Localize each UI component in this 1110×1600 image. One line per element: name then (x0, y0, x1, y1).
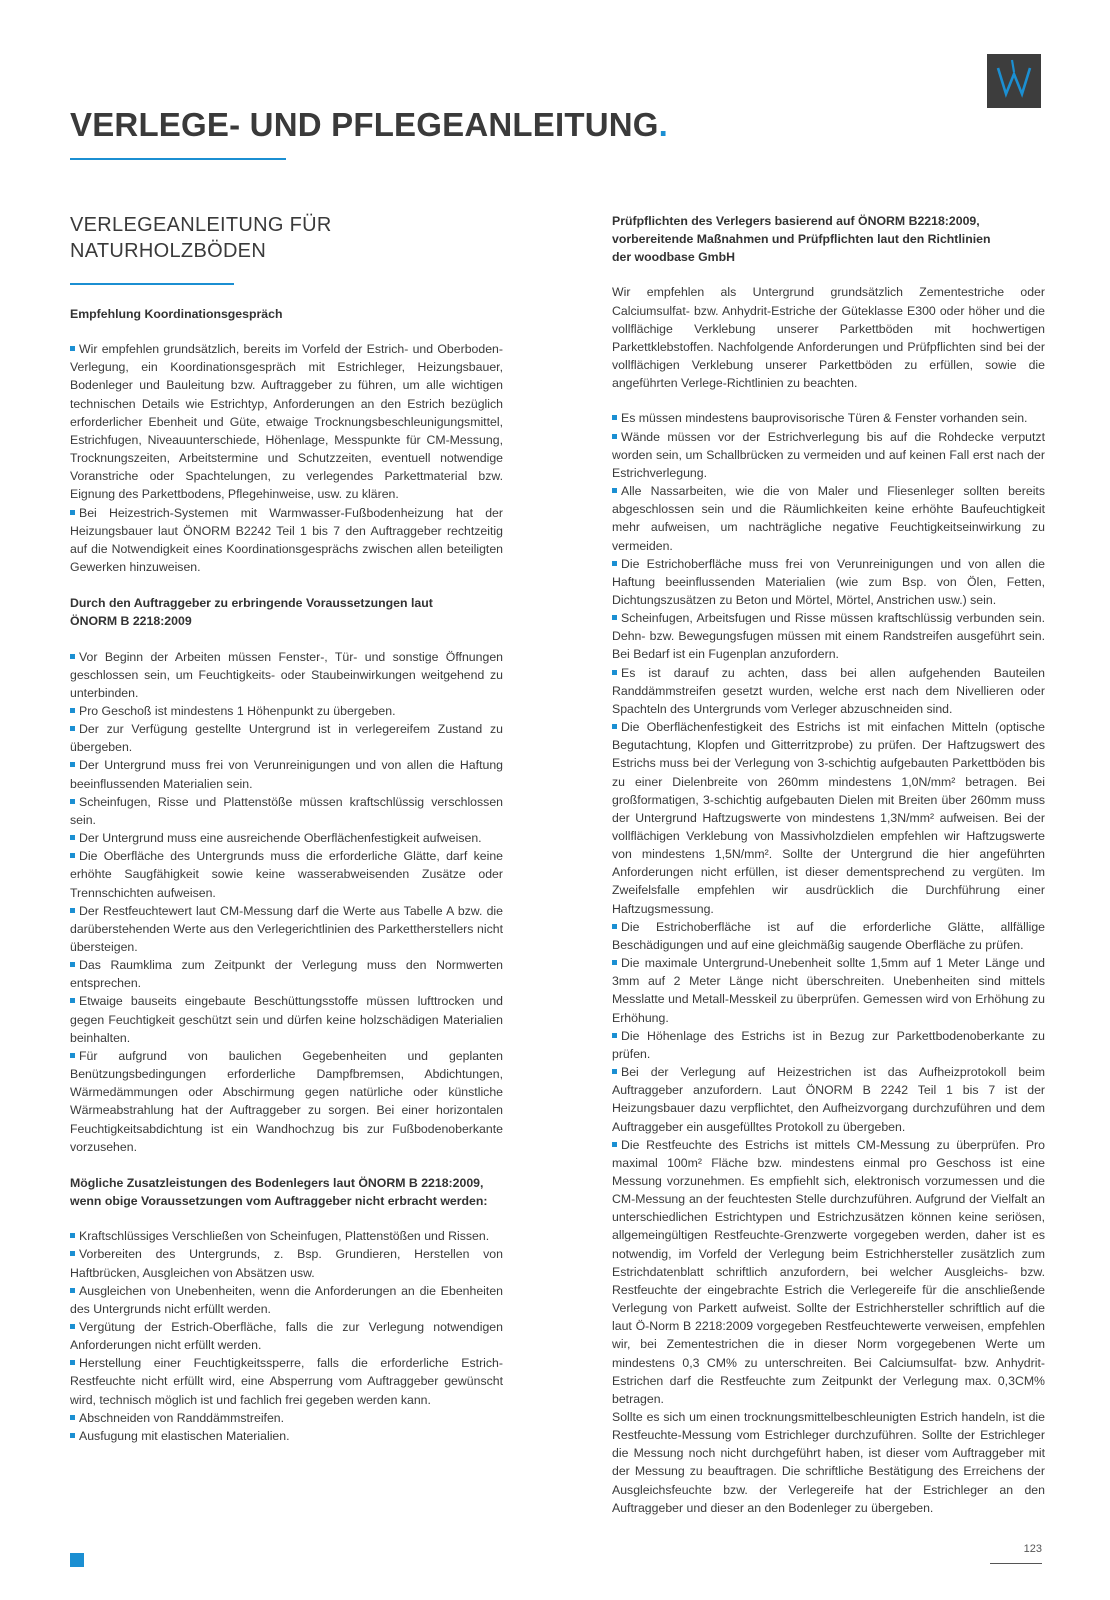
heading-voraussetzungen (70, 594, 503, 630)
list-item: Die Estrichoberfläche muss frei von Verunreinigungen und von allen die Haftung beeinflussenden Materialien (wie zum Bsp. von Ölen, Fetten, Dichtungszusätzen zu Beton und Mörtel, Mörtel, Anstrichen usw.) sein. (612, 555, 1045, 609)
list-item: Die maximale Untergrund-Unebenheit sollte 1,5mm auf 1 Meter Länge und 3mm auf 2 Meter Länge nicht überschreiten. Unebenheiten sind mittels Messlatte und Metall-Messkeil zu überprüfen. Gemessen wird von Erhöhung zu Erhöhung. (612, 954, 1045, 1027)
left-column (70, 212, 503, 1445)
list-item: Die Restfeuchte des Estrichs ist mittels CM-Messung zu überprüfen. Pro maximal 100m² Fläche bzw. mindestens einmal pro Geschoss ist eine Messung vorzunehmen. Es empfiehlt sich, elektronisch vorzumessen und die CM-Messung an der feuchtesten Stelle durchzuführen. Aufgrund der Vielfalt an unterschiedlichen Estrichtypen und Estrichzusätzen können keine seriösen, allgemeingültigen Restfeuchte-Grenzwerte vorgegeben werden, daher ist es notwendig, im Vorfeld der Verlegung beim Estrichhersteller zusätzlich zum Estrichdatenblatt schriftlich anzufordern, bei welcher Ausgleichs- bzw. Restfeuchte der eingebrachte Estrich die Verlegereife für die anschließende Verlegung von Parkett aufweist. Sollte der Estrichhersteller schriftlich auf die laut Ö-Norm B 2218:2009 vorgegeben Restfeuchtewerte verweisen, empfehlen wir, bei Zementestrichen die in dieser Norm vorgegebenen Werte um mindestens 0,3 CM% zu unterschreiten. Bei Calciumsulfat- bzw. Anhydrit-Estrichen darf die Restfeuchte zum Zeitpunkt der Verlegung max. 0,3CM% betragen. (612, 1136, 1045, 1408)
page-number-rule (990, 1563, 1042, 1564)
brand-logo (987, 54, 1041, 108)
page-number: 123 (1023, 1543, 1042, 1555)
list-item: Für aufgrund von baulichen Gegebenheiten und geplanten Benützungsbedingungen erforderliche Dampfbremsen, Abdichtungen, Wärmedämmungen oder Abschirmung gegen natürliche oder künstliche Wärmeabstrahlung hat der Auftraggeber zu sorgen. Bei einer horizontalen Feuchtigkeitsabdichtung ist ein Wandhochzug bis zur Fußbodenoberkante vorzusehen. (70, 1047, 503, 1156)
list-item: Pro Geschoß ist mindestens 1 Höhenpunkt zu übergeben. (70, 702, 503, 720)
list-item: Es müssen mindestens bauprovisorische Türen & Fenster vorhanden sein. (612, 409, 1045, 427)
list-item: Vergütung der Estrich-Oberfläche, falls die zur Verlegung notwendigen Anforderungen nicht erfüllt werden. (70, 1318, 503, 1354)
list-item: Wir empfehlen grundsätzlich, bereits im Vorfeld der Estrich- und Oberboden-Verlegung, ein Koordinationsgespräch mit Estrichleger, Heizungsbauer, Bodenleger und Bauleitung bzw. Auftraggeber zu führen, um alle wichtigen technischen Details wie Estrichtyp, Anforderungen an den Estrich bezüglich erforderlicher Ebenheit und Güte, etwaige Trocknungsbeschleunigungsmittel, Estrichfugen, Niveauunterschiede, Höhenlage, Messpunkte für CM-Messung, Trocknungszeiten, Arbeitstermine und Schutzzeiten, eventuell notwendige Voranstriche oder Spachtelungen, zu verlegendes Parkettmaterial bzw. Eignung des Parkettbodens, Pflegehinweise, usw. zu klären. (70, 340, 503, 503)
list-item: Es ist darauf zu achten, dass bei allen aufgehenden Bauteilen Randdämmstreifen gesetzt wurden, welche erst nach dem Nivellieren oder Spachteln des Untergrunds vom Verleger abzuschneiden sind. (612, 664, 1045, 718)
list-item: Der Untergrund muss eine ausreichende Oberflächenfestigkeit aufweisen. (70, 829, 503, 847)
section-title-line-1: VERLEGEANLEITUNG FÜR (70, 214, 332, 236)
section-title-line-2: NATURHOLZBÖDEN (70, 240, 267, 262)
list-item: Vor Beginn der Arbeiten müssen Fenster-, Tür- und sonstige Öffnungen geschlossen sein, um Feuchtigkeits- oder Staubeinwirkungen weitgehend zu unterbinden. (70, 648, 503, 702)
heading-line: Mögliche Zusatzleistungen des Bodenlegers laut ÖNORM B 2218:2009, (70, 1175, 484, 1190)
list-item: Die Estrichoberfläche ist auf die erforderliche Glätte, allfällige Beschädigungen und auf eine gleichmäßig saugende Oberfläche zu prüfen. (612, 918, 1045, 954)
list-item: Die Höhenlage des Estrichs ist in Bezug zur Parkettbodenoberkante zu prüfen. (612, 1027, 1045, 1063)
list-item: Scheinfugen, Risse und Plattenstöße müssen kraftschlüssig verschlossen sein. (70, 793, 503, 829)
list-item: Die Oberfläche des Untergrunds muss die erforderliche Glätte, darf keine erhöhte Saugfähigkeit sowie keine wasserabweisenden Zusätze oder Trennschichten aufweisen. (70, 847, 503, 901)
list-item: Vorbereiten des Untergrunds, z. Bsp. Grundieren, Herstellen von Haftbrücken, Ausgleichen von Absätzen usw. (70, 1245, 503, 1281)
list-item: Die Oberflächenfestigkeit des Estrichs ist mit einfachen Mitteln (optische Begutachtung, Klopfen und Gitterritzprobe) zu prüfen. Der Haftzugswert des Estrichs muss bei der Verlegung von 3-schichtig aufgebauten Parkettböden bis zu einer Dielenbreite von 260mm mindestens 1,0N/mm² betragen. Bei großformatigen, 3-schichtig aufgebauten Dielen mit Breiten über 260mm muss der Untergrund Haftzugswerte von mindestens 1,3N/mm² aufweisen. Bei der vollflächigen Verklebung von Massivholzdielen empfehlen wir Haftzugswerte von mindestens 1,5N/mm². Sollte der Untergrund die hier angeführten Anforderungen nicht erfüllen, ist dieser dementsprechend zu vergüten. Im Zweifelsfalle empfehlen wir ausdrücklich die Durchführung einer Haftzugsmessung. (612, 718, 1045, 918)
page-title (70, 106, 668, 144)
title-accent-dot: . (658, 106, 669, 143)
heading-line: vorbereitende Maßnahmen und Prüfpflichten laut den Richtlinien (612, 232, 991, 247)
closing-paragraph: Sollte es sich um einen trocknungsmittelbeschleunigten Estrich handeln, ist die Restfeuchte-Messung vom Estrichleger durchzuführen. Sollte der Estrichleger die Messung noch nicht durchgeführt haben, ist dieser vom Auftraggeber mit der Messung zu beauftragen. Die schriftliche Bestätigung des Erreichens der Ausgleichsfeuchte bzw. der Verlegereife hat der Estrichleger an den Auftraggeber und dieser an den Bodenleger zu übergeben. (612, 1410, 1045, 1515)
heading-zusatzleistungen (70, 1174, 503, 1210)
title-underline (70, 158, 286, 160)
list-item: Kraftschlüssiges Verschließen von Scheinfugen, Plattenstößen und Rissen. (70, 1227, 503, 1245)
list-item: Ausfugung mit elastischen Materialien. (70, 1427, 503, 1445)
page-title-text: VERLEGE- UND PFLEGEANLEITUNG (70, 106, 659, 143)
list-item: Der Restfeuchtewert laut CM-Messung darf die Werte aus Tabelle A bzw. die darüberstehenden Werte aus den Verlegerichtlinien des Parkettherstellers nicht übersteigen. (70, 902, 503, 956)
list-item: Wände müssen vor der Estrichverlegung bis auf die Rohdecke verputzt worden sein, um Schallbrücken zu vermeiden und auf keinen Fall erst nach der Estrichverlegung. (612, 428, 1045, 482)
heading-line: Durch den Auftraggeber zu erbringende Voraussetzungen laut (70, 596, 433, 611)
list-item: Etwaige bauseits eingebaute Beschüttungsstoffe müssen lufttrocken und gegen Feuchtigkeit geschützt sein und dürfen keine holzschädigen Materialien beinhalten. (70, 992, 503, 1046)
list-item: Abschneiden von Randdämmstreifen. (70, 1409, 503, 1427)
list-item: Der Untergrund muss frei von Verunreinigungen und von allen die Haftung beeinflussenden Materialien sein. (70, 756, 503, 792)
list-item: Ausgleichen von Unebenheiten, wenn die Anforderungen an die Ebenheiten des Untergrunds nicht erfüllt werden. (70, 1282, 503, 1318)
heading-koordination: Empfehlung Koordinationsgespräch (70, 307, 283, 321)
list-item: Scheinfugen, Arbeitsfugen und Risse müssen kraftschlüssig verbunden sein. Dehn- bzw. Bewegungsfugen müssen mit einem Randstreifen ausgeführt sein. Bei Bedarf ist ein Fugenplan anzufordern. (612, 609, 1045, 663)
heading-line: der woodbase GmbH (612, 250, 735, 265)
spacer (612, 392, 1045, 409)
list-item: Das Raumklima zum Zeitpunkt der Verlegung muss den Normwerten entsprechen. (70, 956, 503, 992)
section-underline (70, 283, 234, 285)
intro-paragraph: Wir empfehlen als Untergrund grundsätzlich Zementestriche oder Calciumsulfat- bzw. Anhydrit-Estriche der Güteklasse E300 oder höher und die vollflächige Verklebung unserer Parkettböden mit hochwertigen Parkettklebstoffen. Nachfolgende Anforderungen und Prüfpflichten sind bei der vollflächigen Verklebung unserer Parkettböden zu erfüllen, sowie die angeführten Verlege-Richtlinien zu beachten. (612, 285, 1045, 391)
list-item: Bei der Verlegung auf Heizestrichen ist das Aufheizprotokoll beim Auftraggeber anzufordern. Laut ÖNORM B 2242 Teil 1 bis 7 ist der Heizungsbauer dazu verpflichtet, den Aufheizvorgang durchzuführen und dem Auftraggeber ein ausgefülltes Protokoll zu übergeben. (612, 1063, 1045, 1136)
heading-line: Prüfpflichten des Verlegers basierend auf ÖNORM B2218:2009, (612, 214, 980, 228)
list-item: Herstellung einer Feuchtigkeitssperre, falls die erforderliche Estrich-Restfeuchte nicht erfüllt wird, eine Absperrung vom Auftraggeber gewünscht wird, technisch möglich ist und fachlich frei gegeben werden kann. (70, 1354, 503, 1408)
heading-pruefpflichten (612, 212, 1045, 266)
right-column (612, 212, 1045, 1517)
w-logo-icon (987, 54, 1041, 108)
corner-accent-square (70, 1553, 84, 1567)
section-title (70, 212, 503, 264)
list-item: Bei Heizestrich-Systemen mit Warmwasser-Fußbodenheizung hat der Heizungsbauer laut ÖNORM B2242 Teil 1 bis 7 den Auftraggeber rechtzeitig auf die Notwendigkeit eines Koordinationsgesprächs zwischen allen beteiligten Gewerken hinzuweisen. (70, 504, 503, 577)
heading-line: ÖNORM B 2218:2009 (70, 614, 192, 629)
list-item: Der zur Verfügung gestellte Untergrund ist in verlegereifem Zustand zu übergeben. (70, 720, 503, 756)
list-item: Alle Nassarbeiten, wie die von Maler und Fliesenleger sollten bereits abgeschlossen sein und die Räumlichkeiten keine erhöhte Baufeuchtigkeit mehr aufweisen, um nachträgliche negative Feuchtigkeitseinwirkung zu vermeiden. (612, 482, 1045, 555)
heading-line: wenn obige Voraussetzungen vom Auftraggeber nicht erbracht werden: (70, 1194, 488, 1209)
